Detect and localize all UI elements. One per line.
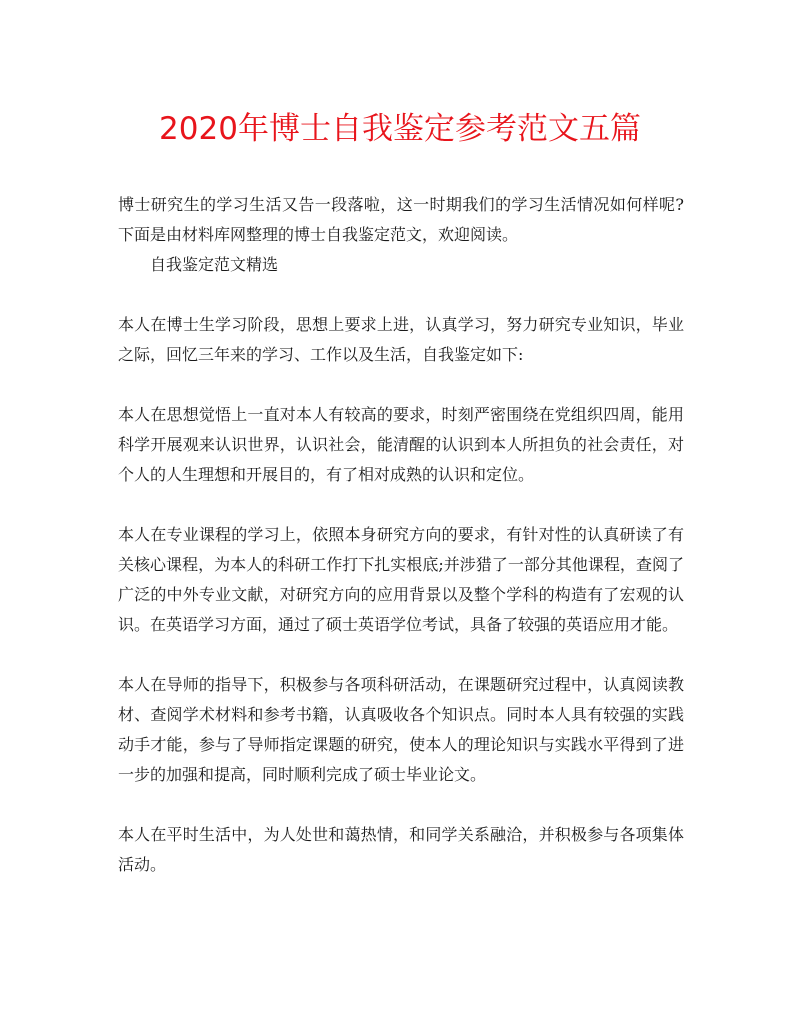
paragraph-3: 本人在专业课程的学习上，依照本身研究方向的要求，有针对性的认真研读了有关核心课程，为本人的科研工作打下扎实根底;并涉猎了一部分其他课程，查阅了广泛的中外专业文献，对研究方向的应用背景以及整个学科的构造有了宏观的认识。在英语学习方面，通过了硕士英语学位考试，具备了较强的英语应用才能。 [118, 525, 684, 634]
document-title: 2020年博士自我鉴定参考范文五篇 [159, 111, 641, 147]
paragraph-1: 本人在博士生学习阶段，思想上要求上进，认真学习，努力研究专业知识，毕业之际，回忆三年来的学习、工作以及生活，自我鉴定如下: [118, 315, 684, 364]
paragraph-4: 本人在导师的指导下，积极参与各项科研活动，在课题研究过程中，认真阅读教材、查阅学术材料和参考书籍，认真吸收各个知识点。同时本人具有较强的实践动手才能，参与了导师指定课题的研究，使本人的理论知识与实践水平得到了进一步的加强和提高，同时顺利完成了硕士毕业论文。 [118, 675, 684, 784]
subheading: 自我鉴定范文精选 [150, 255, 279, 274]
paragraph-5: 本人在平时生活中，为人处世和蔼热情，和同学关系融洽，并积极参与各项集体活动。 [118, 825, 684, 874]
intro-paragraph: 博士研究生的学习生活又告一段落啦，这一时期我们的学习生活情况如何样呢?下面是由材料库网整理的博士自我鉴定范文，欢迎阅读。 [118, 195, 684, 244]
document-body [118, 190, 684, 910]
paragraph-2: 本人在思想觉悟上一直对本人有较高的要求，时刻严密围绕在党组织四周，能用科学开展观来认识世界，认识社会，能清醒的认识到本人所担负的社会责任，对个人的人生理想和开展目的，有了相对成熟的认识和定位。 [118, 405, 684, 484]
